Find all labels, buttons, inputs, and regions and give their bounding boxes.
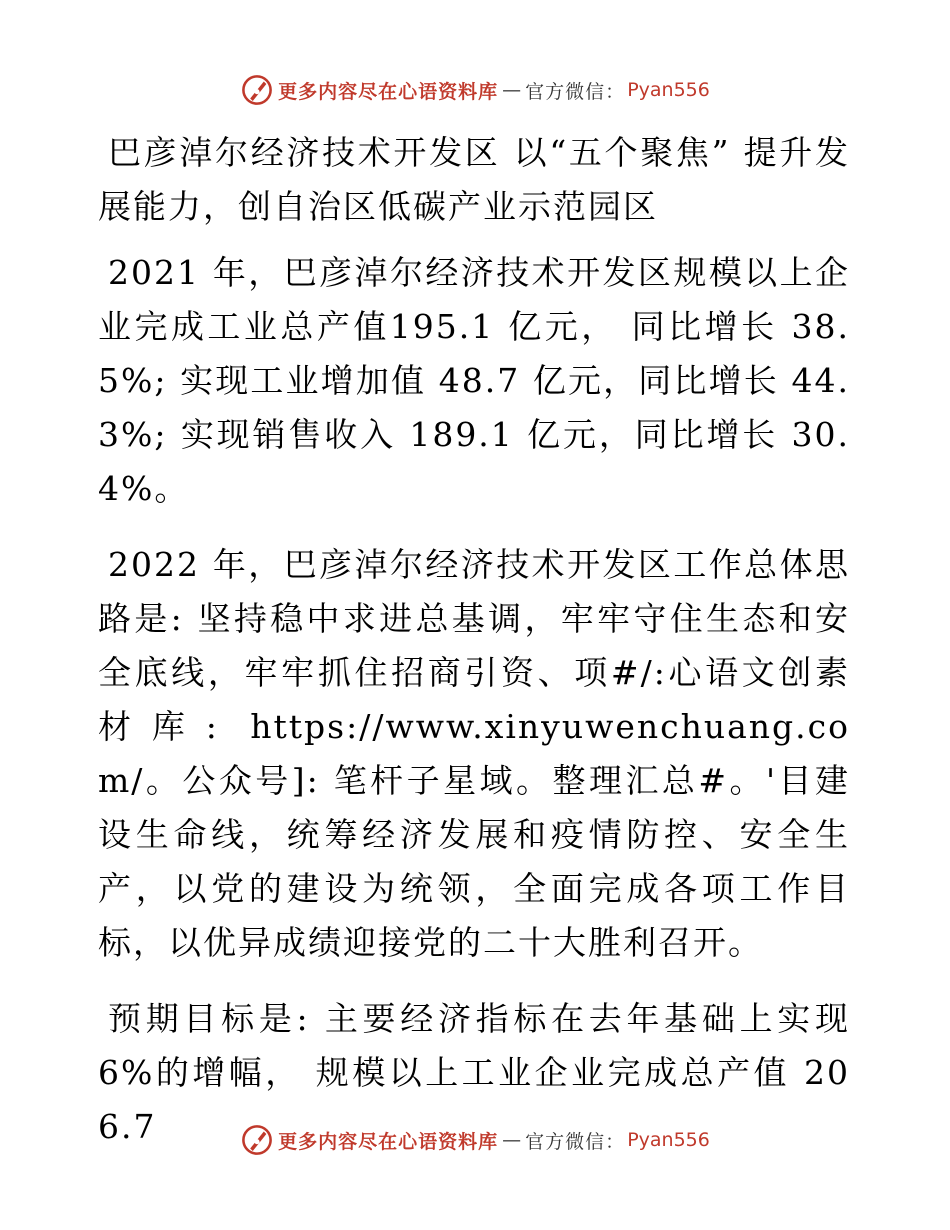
footer-separator: — [502, 1129, 522, 1151]
pen-logo-icon [240, 73, 274, 107]
document-body [98, 126, 850, 1176]
paragraph-targets: 预期目标是: 主要经济指标在去年基础上实现6%的增幅， 规模以上工业企业完成总产值 206.7 [98, 999, 850, 1146]
document-title: 巴彦淖尔经济技术开发区 以“五个聚焦” 提升发展能力，创自治区低碳产业示范园区 [98, 133, 850, 226]
paragraph-2021-results: 2021 年，巴彦淖尔经济技术开发区规模以上企业完成工业总产值195.1 亿元， 同比增长 38.5%; 实现工业增加值 48.7 亿元，同比增长 44.3%; 实现销售收入 189.1 亿元，同比增长 30.4%。 [98, 253, 850, 508]
footer-banner [0, 1118, 950, 1162]
header-separator: — [502, 79, 522, 101]
header-contact-id: Pyan556 [627, 79, 710, 101]
footer-contact-label: 官方微信： [525, 1130, 626, 1153]
footer-brand-text: 更多内容尽在心语资料库 [278, 1130, 499, 1153]
pen-logo-icon [240, 1123, 274, 1157]
footer-contact-id: Pyan556 [627, 1129, 710, 1151]
header-brand-text: 更多内容尽在心语资料库 [278, 80, 499, 103]
header-contact-label: 官方微信： [525, 80, 626, 103]
header-banner [0, 68, 950, 112]
paragraph-2022-plan: 2022 年，巴彦淖尔经济技术开发区工作总体思路是: 坚持稳中求进总基调，牢牢守住生态和安全底线，牢牢抓住招商引资、项#/:心语文创素材库: https://www.xinyuwenchuang.com/。公众号]: 笔杆子星域。整理汇总#。'目建设生命线，统筹经济发展和疫情防控、安全生产，以党的建设为统领，全面完成各项工作目标，以优异成绩迎接党的二十大胜利召开。 [98, 545, 850, 962]
